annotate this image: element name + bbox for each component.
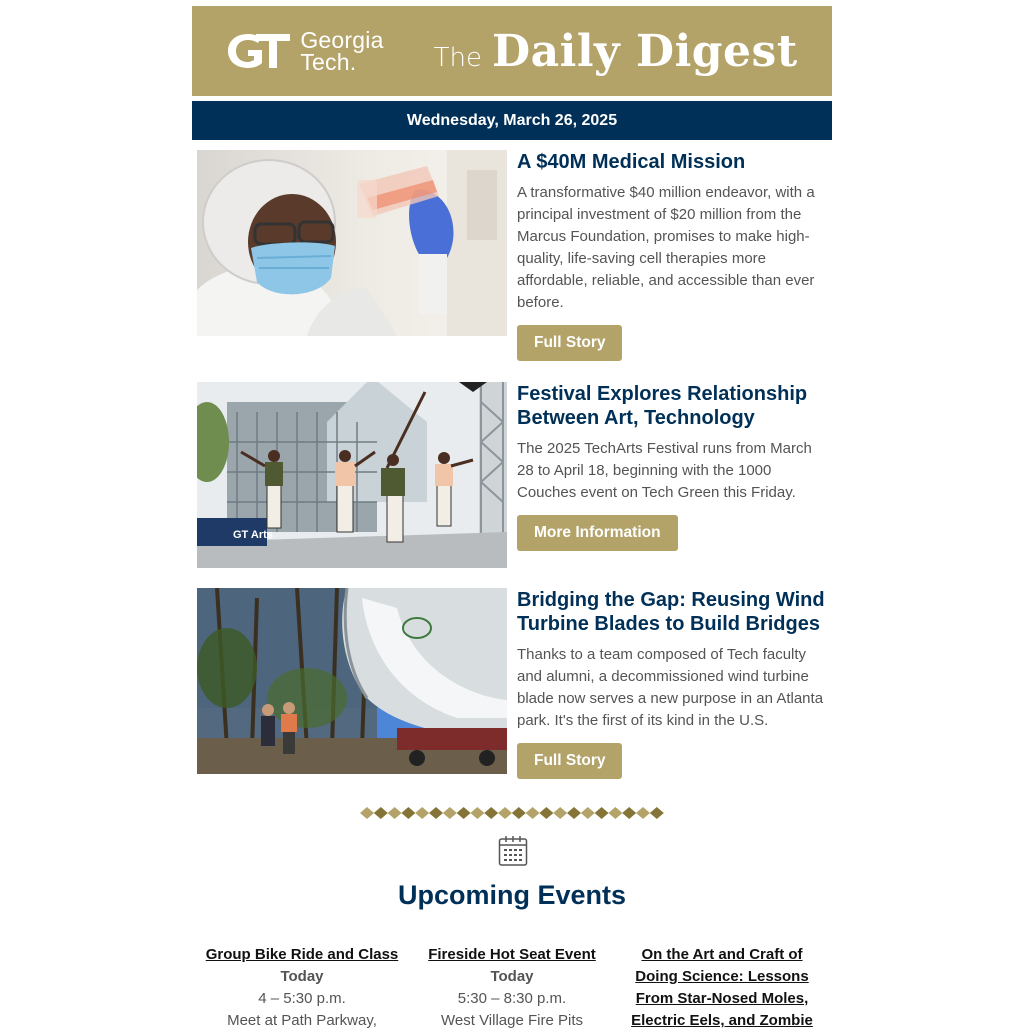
event-item (617, 944, 827, 1032)
story-photo-dancers[interactable] (197, 382, 507, 568)
divider-diamond (512, 807, 526, 819)
story-photo-turbine-blade[interactable] (197, 588, 507, 774)
divider-diamond (567, 807, 581, 819)
divider-diamond (401, 807, 415, 819)
event-item (197, 944, 407, 1032)
issue-date: Wednesday, March 26, 2025 (406, 111, 618, 129)
newsletter (192, 6, 832, 1029)
event-name-link[interactable]: On the Art and Craft of Doing Science: Lessons From Star-Nosed Moles, Electric Eels, and Zombie (631, 946, 813, 1029)
diamond-divider (360, 806, 664, 820)
divider-diamond (457, 807, 471, 819)
logo-word-georgia: Georgia (300, 27, 384, 53)
lab-researcher-image (197, 150, 507, 336)
full-story-button[interactable]: Full Story (517, 743, 622, 779)
divider-diamond (553, 807, 567, 819)
story-title[interactable]: Festival Explores Relationship Between Art, Technology (517, 383, 808, 429)
event-day: Today (490, 968, 534, 985)
divider-diamond (388, 807, 402, 819)
divider-diamond (374, 807, 388, 819)
photo-banner-text: GT Arts (233, 529, 273, 541)
divider-diamond (443, 807, 457, 819)
event-item (407, 944, 617, 1032)
digest-title (434, 26, 798, 77)
georgia-tech-logo[interactable] (226, 29, 383, 73)
event-name-link[interactable]: Fireside Hot Seat Event (428, 946, 596, 963)
event-location: Meet at Path Parkway, (227, 1012, 377, 1029)
divider-diamond (622, 807, 636, 819)
divider-diamond (470, 807, 484, 819)
calendar-icon (498, 835, 528, 867)
divider-diamond (498, 807, 512, 819)
story-title[interactable]: Bridging the Gap: Reusing Wind Turbine Blades to Build Bridges (517, 589, 825, 635)
event-location: West Village Fire Pits (441, 1012, 583, 1029)
event-day: Today (280, 968, 324, 985)
full-story-button[interactable]: Full Story (517, 325, 622, 361)
events-list (197, 944, 827, 1032)
turbine-blade-image (197, 588, 507, 774)
story-summary: A transformative $40 million endeavor, with a principal investment of $20 million from the Marcus Foundation, promises to make high-quality, life-saving cell therapies more affordable, reliable, and accessible than ever before. (517, 184, 815, 311)
more-information-button[interactable]: More Information (517, 515, 678, 551)
divider-diamond (526, 807, 540, 819)
date-banner (192, 101, 832, 140)
logo-word-tech: Tech. (300, 49, 357, 75)
gt-monogram-icon (226, 30, 292, 72)
story-summary: The 2025 TechArts Festival runs from March 28 to April 18, beginning with the 1000 Couches event on Tech Green this Friday. (517, 440, 812, 501)
event-time: 4 – 5:30 p.m. (258, 990, 346, 1007)
divider-diamond (650, 807, 664, 819)
dancers-on-stage-image (197, 382, 507, 568)
story-title[interactable]: A $40M Medical Mission (517, 151, 746, 173)
divider-diamond (636, 807, 650, 819)
masthead (192, 6, 832, 96)
divider-diamond (581, 807, 595, 819)
divider-diamond (415, 807, 429, 819)
story-photo-lab-researcher[interactable] (197, 150, 507, 336)
divider-diamond (484, 807, 498, 819)
event-time: 5:30 – 8:30 p.m. (457, 990, 567, 1007)
divider-diamond (429, 807, 443, 819)
event-name-link[interactable]: Group Bike Ride and Class (205, 946, 399, 963)
divider-diamond (539, 807, 553, 819)
story-summary: Thanks to a team composed of Tech faculty and alumni, a decommissioned wind turbine blade now serves a new purpose in an Atlanta park. It's the first of its kind in the U.S. (517, 646, 824, 729)
divider-diamond (595, 807, 609, 819)
upcoming-events-heading: Upcoming Events (397, 880, 627, 910)
divider-diamond (360, 807, 374, 819)
title-prefix: The (433, 42, 482, 73)
divider-diamond (608, 807, 622, 819)
title-main: Daily Digest (491, 25, 798, 77)
